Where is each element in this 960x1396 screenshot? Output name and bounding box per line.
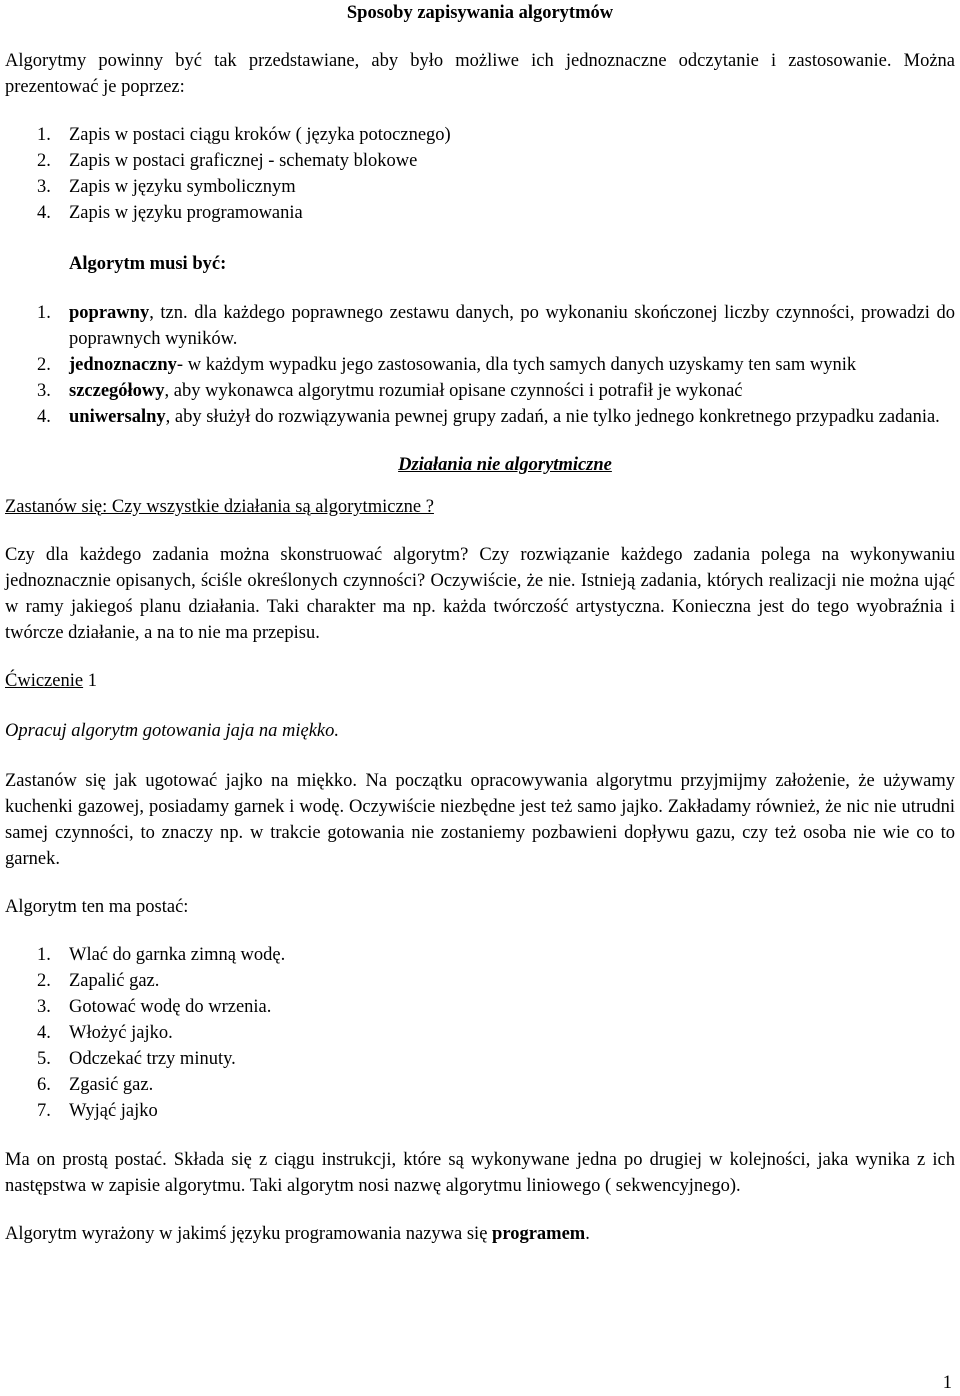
property-term: uniwersalny [69, 407, 166, 427]
question-zastanow: Zastanów się: Czy wszystkie działania są algorytmiczne ? [5, 497, 434, 517]
page-title: Sposoby zapisywania algorytmów [346, 3, 614, 23]
page-number: 1 [942, 1373, 952, 1393]
exercise-number: 1 [83, 671, 97, 691]
list-item: 2. jednoznaczny- w każdym wypadku jego zastosowania, dla tych samych danych uzyskamy ten sam wynik [37, 355, 857, 375]
program-term: programem [492, 1224, 586, 1244]
list-item: 1. Zapis w postaci ciągu kroków ( języka potocznego) [37, 125, 451, 145]
property-term: szczegółowy [69, 381, 165, 401]
list-item: 3. szczegółowy, aby wykonawca algorytmu rozumiał opisane czynności i potrafił je wykonać [37, 381, 743, 401]
exercise-label: Ćwiczenie [5, 671, 84, 691]
paragraph-egg: Zastanów się jak ugotować jajko na miękko. Na początku opracowywania algorytmu przyjmijmy założenie, że używamy kuchenki gazowej, posiadamy garnek i wodę. Oczywiście niezbędne jest też samo jajko. Zakładamy również, że nic nie utrudni samej czynności, to znaczy np. w trakcie gotowania nie zostaniemy pozbawieni dopływu gazu, czy też osoba nie wie co to garnek. [5, 771, 955, 869]
paragraph-program: Algorytm wyrażony w jakimś języku programowania nazywa się programem. [5, 1224, 590, 1244]
intro-paragraph: Algorytmy powinny być tak przedstawiane, aby było możliwe ich jednoznaczne odczytanie i zastosowanie. Można prezentować je poprzez: [5, 51, 955, 97]
steps-list [5, 942, 955, 1124]
properties-list [5, 300, 955, 430]
algorithm-intro: Algorytm ten ma postać: [5, 897, 189, 917]
list-item: 3. Gotować wodę do wrzenia. [37, 997, 272, 1017]
list-item: 1. poprawny, tzn. dla każdego poprawnego zestawu danych, po wykonaniu skończonej liczby czynności, prowadzi do poprawnych wyników. [37, 303, 955, 349]
paragraph-linear: Ma on prostą postać. Składa się z ciągu instrukcji, które są wykonywane jedna po drugiej w kolejności, jaka wynika z ich następstwa w zapisie algorytmu. Taki algorytm nosi nazwę algorytmu liniowego ( sekwencyjnego). [5, 1150, 955, 1196]
list-item: 2. Zapalić gaz. [37, 971, 160, 991]
list-item: 7. Wyjąć jajko [37, 1101, 158, 1121]
list-item: 4. uniwersalny, aby służył do rozwiązywania pewnej grupy zadań, a nie tylko jednego konkretnego przypadku zadania. [37, 407, 940, 427]
section-heading-musi: Algorytm musi być: [69, 254, 227, 274]
document-page [5, 0, 955, 1247]
methods-list [5, 122, 955, 226]
section-heading-dzialania: Działania nie algorytmiczne [398, 455, 612, 475]
list-item: 3. Zapis w języku symbolicznym [37, 177, 296, 197]
list-item: 4. Włożyć jajko. [37, 1023, 173, 1043]
list-item: 1. Wlać do garnka zimną wodę. [37, 945, 286, 965]
paragraph-non-algorithmic: Czy dla każdego zadania można skonstruować algorytm? Czy rozwiązanie każdego zadania polega na wykonywaniu jednoznacznie opisanych, ściśle określonych czynności? Oczywiście, że nie. Istnieją zadania, których realizacji nie można ująć w ramy jakiegoś planu działania. Taki charakter ma np. każda twórczość artystyczna. Konieczna jest do tego wyobraźnia i twórcze działanie, a na to nie ma przepisu. [5, 545, 955, 643]
exercise-task: Opracuj algorytm gotowania jaja na miękko. [5, 721, 339, 741]
property-term: jednoznaczny [69, 355, 177, 375]
list-item: 5. Odczekać trzy minuty. [37, 1049, 236, 1069]
exercise-heading [5, 668, 955, 694]
list-item: 6. Zgasić gaz. [37, 1075, 154, 1095]
list-item: 4. Zapis w języku programowania [37, 203, 303, 223]
property-term: poprawny [69, 303, 150, 323]
list-item: 2. Zapis w postaci graficznej - schematy blokowe [37, 151, 418, 171]
